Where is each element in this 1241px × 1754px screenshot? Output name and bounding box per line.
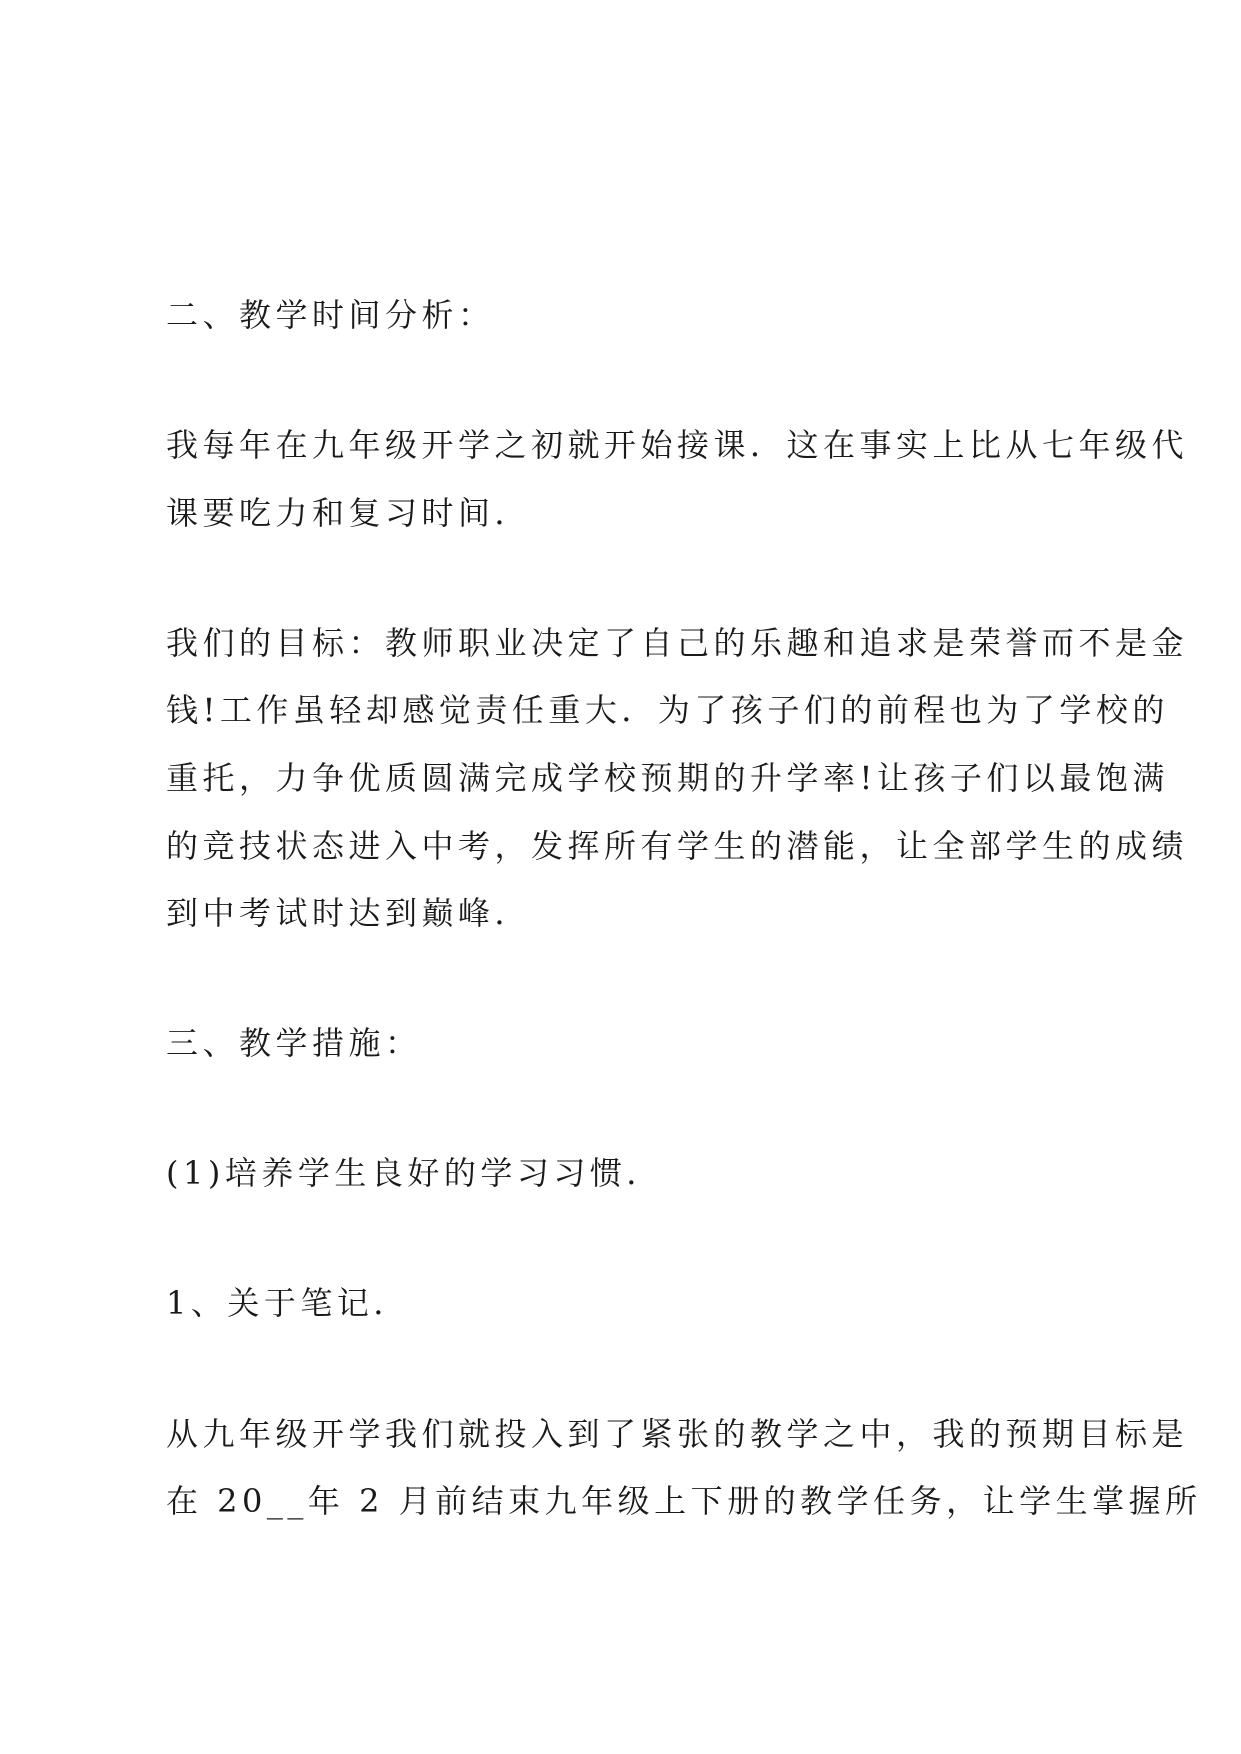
list-item-good-study-habits: (1)培养学生良好的学习习惯． bbox=[166, 1154, 663, 1192]
paragraph-line: 钱!工作虽轻却感觉责任重大．为了孩子们的前程也为了学校的 bbox=[166, 691, 1169, 729]
paragraph-line: 的竞技状态进入中考，发挥所有学生的潜能，让全部学生的成绩 bbox=[166, 827, 1189, 865]
section-heading-teaching-time-analysis: 二、教学时间分析： bbox=[166, 296, 495, 334]
paragraph-line: 课要吃力和复习时间． bbox=[166, 494, 532, 532]
paragraph-line: 我们的目标：教师职业决定了自己的乐趣和追求是荣誉而不是金 bbox=[166, 624, 1189, 662]
paragraph-line: 在 20__年 2 月前结束九年级上下册的教学任务，让学生掌握所 bbox=[166, 1482, 1202, 1520]
paragraph-line: 从九年级开学我们就投入到了紧张的教学之中，我的预期目标是 bbox=[166, 1415, 1189, 1453]
paragraph-line: 到中考试时达到巅峰． bbox=[166, 894, 532, 932]
paragraph-line: 重托，力争优质圆满完成学校预期的升学率!让孩子们以最饱满 bbox=[166, 759, 1169, 797]
section-heading-teaching-measures: 三、教学措施： bbox=[166, 1024, 422, 1062]
sub-item-about-notes: 1、关于笔记． bbox=[166, 1284, 410, 1322]
paragraph-line: 我每年在九年级开学之初就开始接课．这在事实上比从七年级代 bbox=[166, 426, 1189, 464]
